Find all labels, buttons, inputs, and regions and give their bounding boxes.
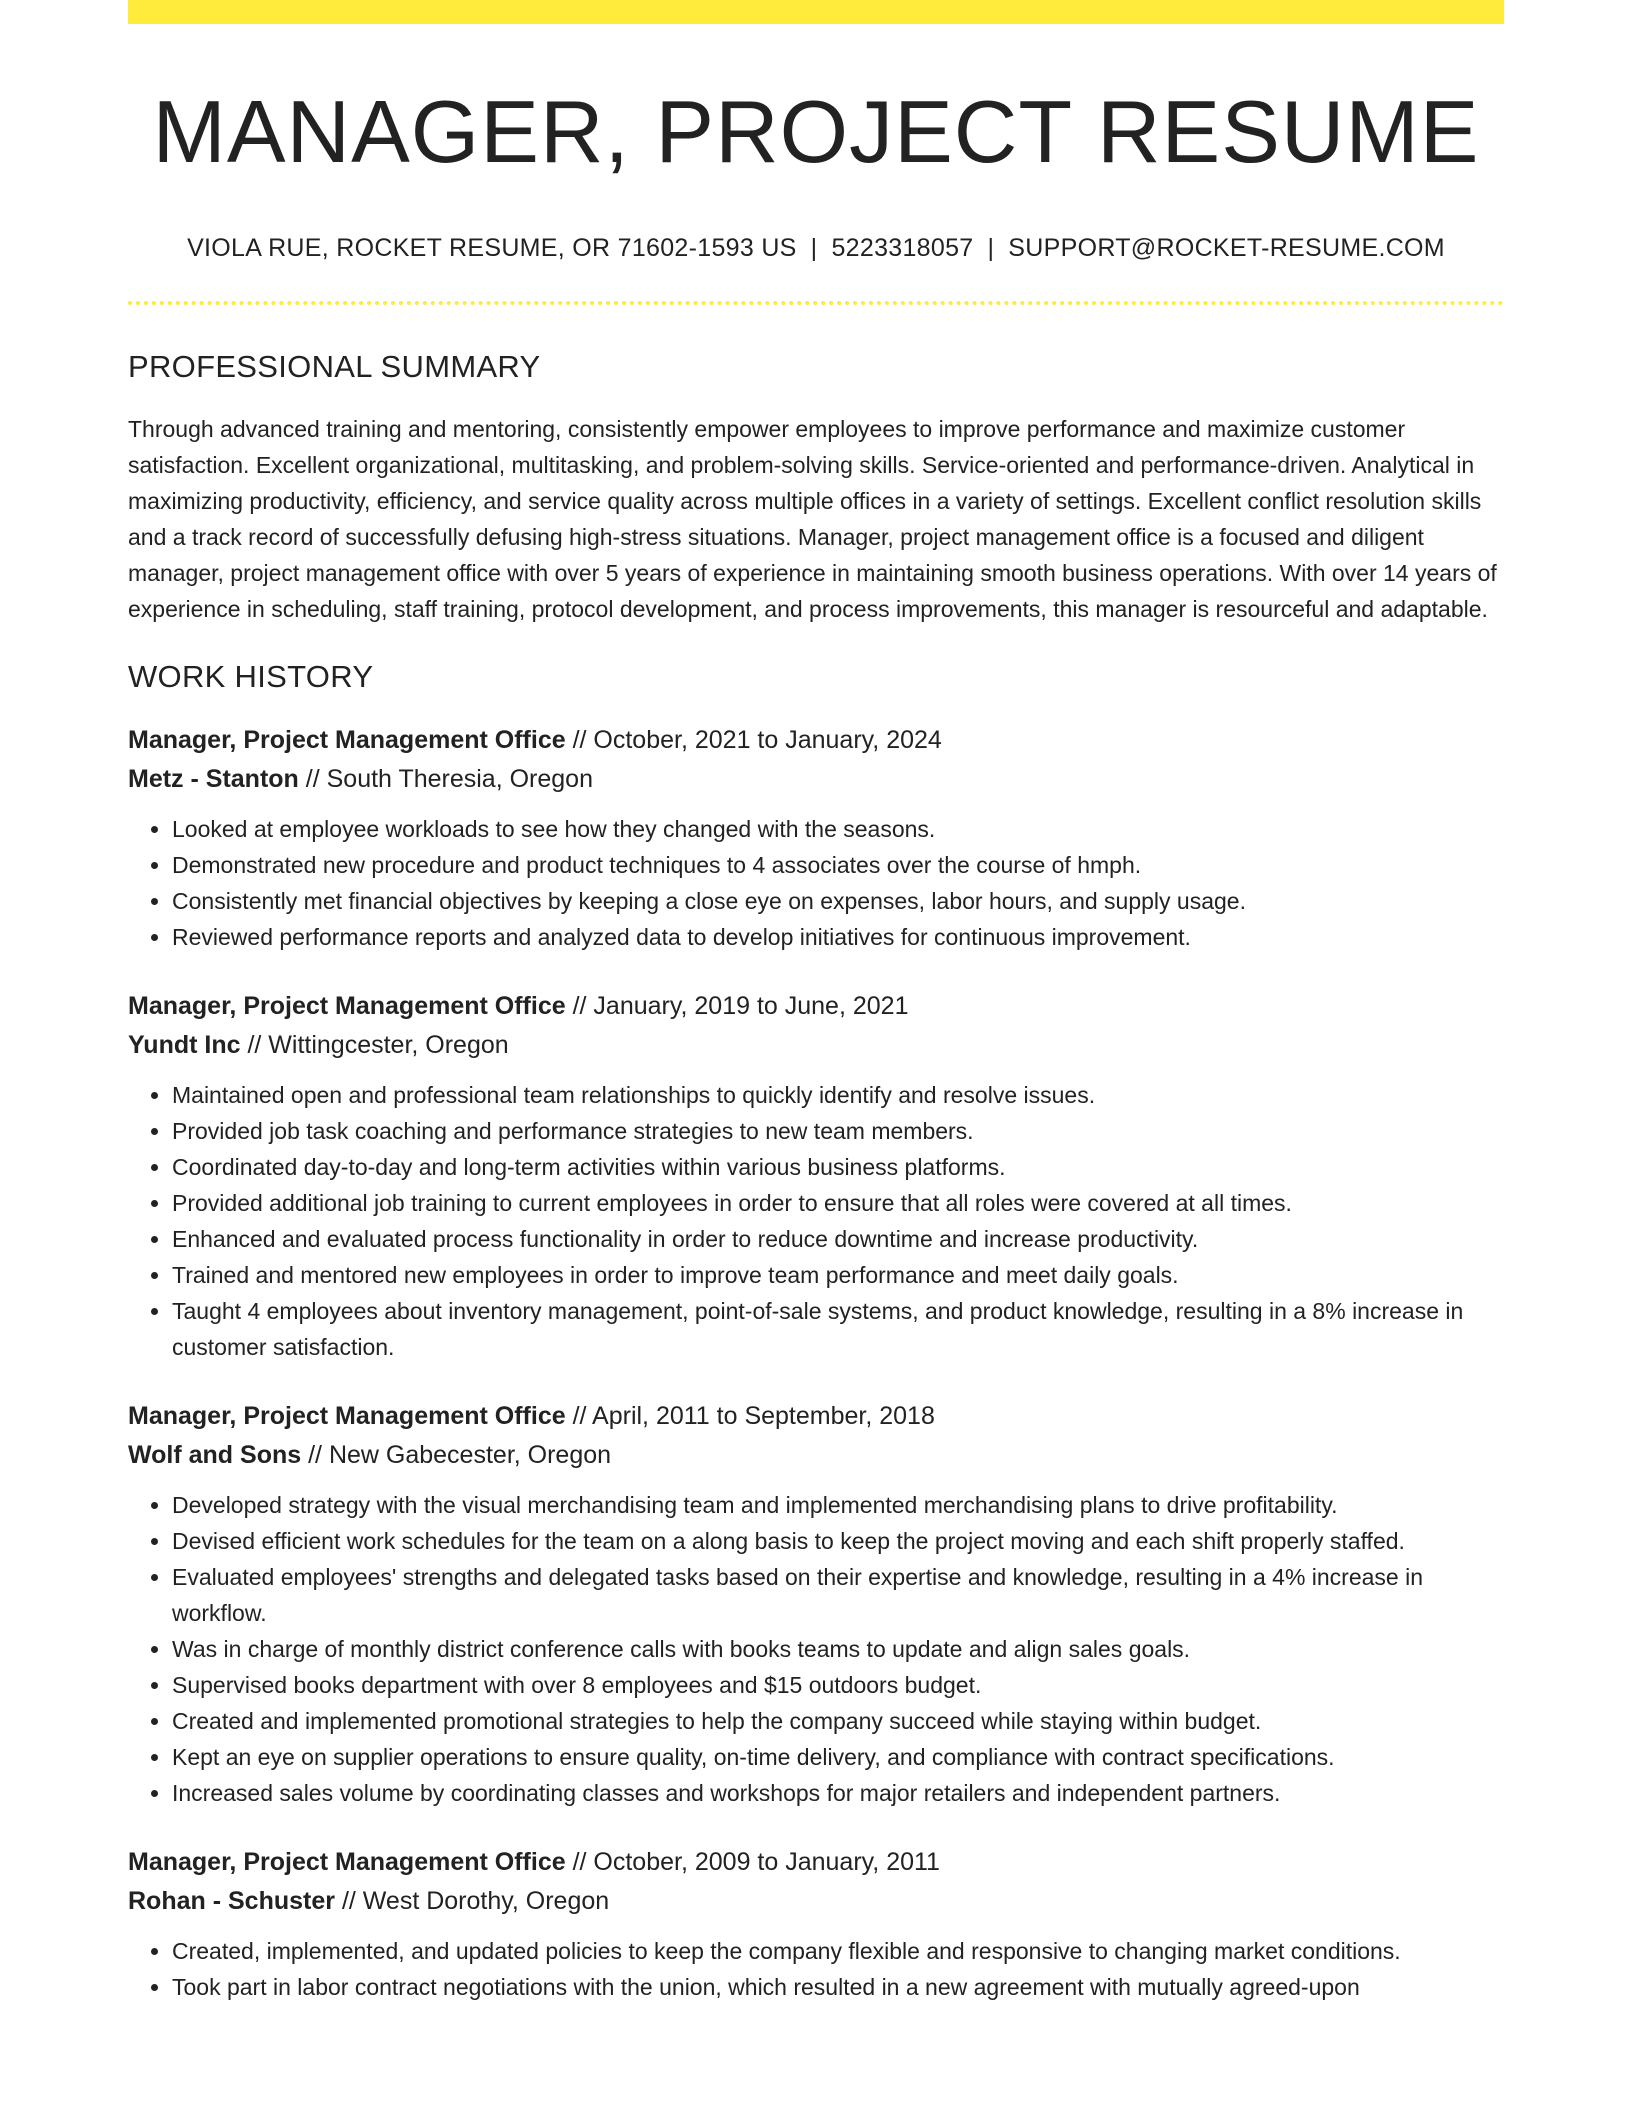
job-location: // Wittingcester, Oregon xyxy=(247,1031,509,1060)
job-entry xyxy=(128,1843,1504,2005)
job-title: Manager, Project Management Office xyxy=(128,992,566,1021)
job-bullet: • Evaluated employees' strengths and delegated tasks based on their expertise and knowledge, resulting in a 4% increase in workflow. xyxy=(172,1559,1504,1631)
contact-address: VIOLA RUE, ROCKET RESUME, OR 71602-1593 US xyxy=(187,234,797,263)
job-bullets xyxy=(128,1487,1504,1811)
job-bullets xyxy=(128,1933,1504,2005)
job-location: // New Gabecester, Oregon xyxy=(308,1441,612,1470)
job-company: Yundt Inc xyxy=(128,1031,241,1060)
job-location: // West Dorothy, Oregon xyxy=(341,1887,610,1916)
job-bullet: • Looked at employee workloads to see how they changed with the seasons. xyxy=(172,811,1504,847)
job-bullet: • Reviewed performance reports and analyzed data to develop initiatives for continuous improvement. xyxy=(172,919,1504,955)
job-bullet: • Created and implemented promotional strategies to help the company succeed while staying within budget. xyxy=(172,1703,1504,1739)
job-company-line xyxy=(128,760,1504,799)
job-dates: // April, 2011 to September, 2018 xyxy=(572,1402,935,1431)
resume-page xyxy=(128,0,1504,2005)
job-title-line xyxy=(128,1843,1504,1882)
work-history-heading: WORK HISTORY xyxy=(128,659,374,695)
job-location: // South Theresia, Oregon xyxy=(305,765,593,794)
contact-email[interactable]: SUPPORT@ROCKET-RESUME.COM xyxy=(1008,234,1445,263)
contact-phone[interactable]: 5223318057 xyxy=(831,234,974,263)
job-dates: // October, 2021 to January, 2024 xyxy=(572,726,942,755)
job-bullet: • Was in charge of monthly district conference calls with books teams to update and align sales goals. xyxy=(172,1631,1504,1667)
job-bullet: • Increased sales volume by coordinating classes and workshops for major retailers and independent partners. xyxy=(172,1775,1504,1811)
job-title-line xyxy=(128,987,1504,1026)
job-entry xyxy=(128,1397,1504,1811)
job-company: Metz - Stanton xyxy=(128,765,299,794)
job-bullet: • Consistently met financial objectives by keeping a close eye on expenses, labor hours, and supply usage. xyxy=(172,883,1504,919)
job-bullet: • Trained and mentored new employees in order to improve team performance and meet daily goals. xyxy=(172,1257,1504,1293)
contact-separator: | xyxy=(987,234,995,263)
job-bullet: • Enhanced and evaluated process functionality in order to reduce downtime and increase productivity. xyxy=(172,1221,1504,1257)
contact-line xyxy=(128,234,1504,263)
accent-top-bar xyxy=(128,0,1504,24)
summary-heading: PROFESSIONAL SUMMARY xyxy=(128,349,541,385)
job-bullet: • Maintained open and professional team relationships to quickly identify and resolve issues. xyxy=(172,1077,1504,1113)
job-bullet: • Developed strategy with the visual merchandising team and implemented merchandising plans to drive profitability. xyxy=(172,1487,1504,1523)
job-dates: // January, 2019 to June, 2021 xyxy=(572,992,909,1021)
job-entry xyxy=(128,721,1504,955)
job-bullet: • Kept an eye on supplier operations to ensure quality, on-time delivery, and compliance with contract specifications. xyxy=(172,1739,1504,1775)
job-bullet: • Taught 4 employees about inventory management, point-of-sale systems, and product knowledge, resulting in a 8% increase in customer satisfaction. xyxy=(172,1293,1504,1365)
job-bullet: • Provided additional job training to current employees in order to ensure that all roles were covered at all times. xyxy=(172,1185,1504,1221)
job-title: Manager, Project Management Office xyxy=(128,1848,566,1877)
job-dates: // October, 2009 to January, 2011 xyxy=(572,1848,940,1877)
resume-title: MANAGER, PROJECT RESUME xyxy=(152,82,1480,181)
job-company-line xyxy=(128,1436,1504,1475)
job-company: Wolf and Sons xyxy=(128,1441,302,1470)
job-company: Rohan - Schuster xyxy=(128,1887,335,1916)
summary-text: Through advanced training and mentoring, consistently empower employees to improve performance and maximize customer satisfaction. Excellent organizational, multitasking, and problem-solving skills. Service-oriented and performance-driven. Analytical in maximizing productivity, efficiency, and service quality across multiple offices in a variety of settings. Excellent conflict resolution skills and a track record of successfully defusing high-stress situations. Manager, project management office is a focused and diligent manager, project management office with over 5 years of experience in maintaining smooth business operations. With over 14 years of experience in scheduling, staff training, protocol development, and process improvements, this manager is resourceful and adaptable. xyxy=(128,416,1497,623)
job-bullets xyxy=(128,811,1504,955)
job-title: Manager, Project Management Office xyxy=(128,726,566,755)
job-company-line xyxy=(128,1026,1504,1065)
job-bullet: • Took part in labor contract negotiations with the union, which resulted in a new agreement with mutually agreed-upon xyxy=(172,1969,1504,2005)
job-title: Manager, Project Management Office xyxy=(128,1402,566,1431)
jobs-list xyxy=(128,721,1504,2005)
job-title-line xyxy=(128,721,1504,760)
job-entry xyxy=(128,987,1504,1365)
contact-separator: | xyxy=(810,234,818,263)
job-bullet: • Coordinated day-to-day and long-term activities within various business platforms. xyxy=(172,1149,1504,1185)
job-bullets xyxy=(128,1077,1504,1365)
job-bullet: • Devised efficient work schedules for the team on a along basis to keep the project moving and each shift properly staffed. xyxy=(172,1523,1504,1559)
job-title-line xyxy=(128,1397,1504,1436)
dotted-divider xyxy=(128,301,1504,305)
job-bullet: • Provided job task coaching and performance strategies to new team members. xyxy=(172,1113,1504,1149)
job-bullet: • Supervised books department with over 8 employees and $15 outdoors budget. xyxy=(172,1667,1504,1703)
job-bullet: • Created, implemented, and updated policies to keep the company flexible and responsive to changing market conditions. xyxy=(172,1933,1504,1969)
job-bullet: • Demonstrated new procedure and product techniques to 4 associates over the course of hmph. xyxy=(172,847,1504,883)
job-company-line xyxy=(128,1882,1504,1921)
